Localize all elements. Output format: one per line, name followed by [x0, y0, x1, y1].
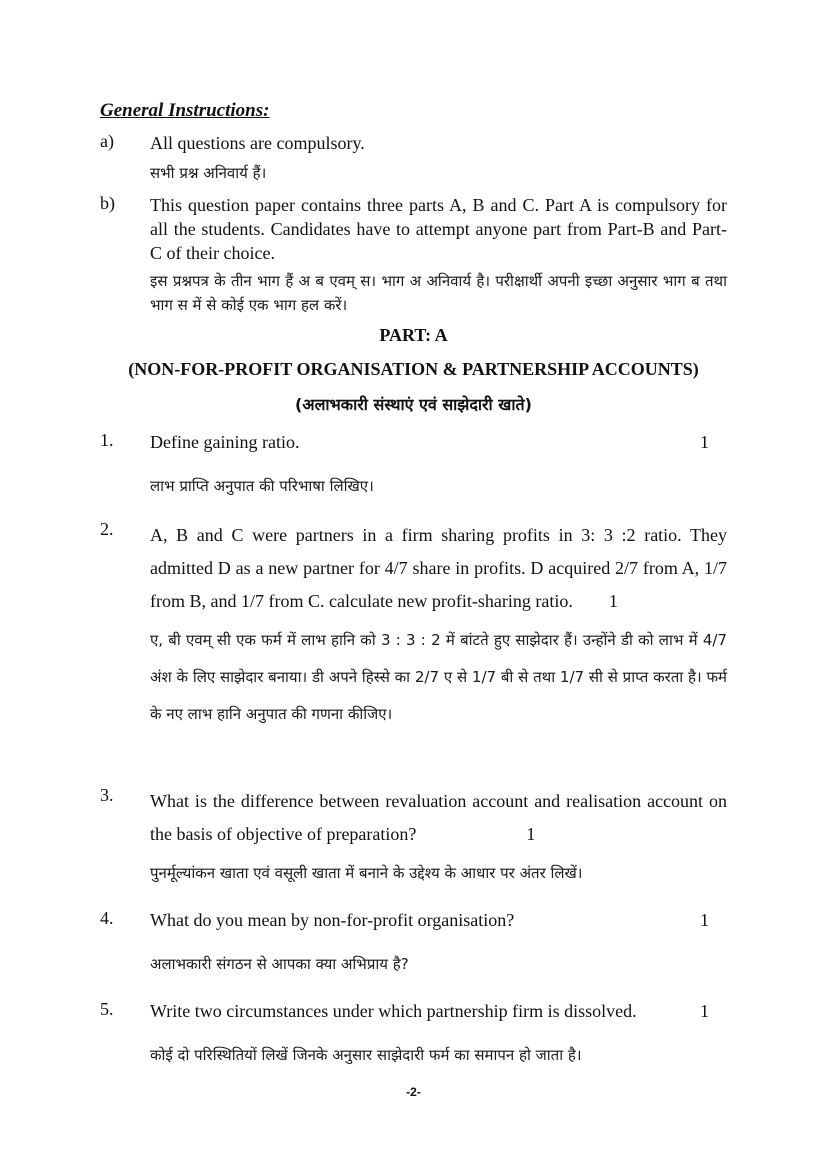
part-label: PART: A [379, 325, 448, 345]
question-text-en: Write two circumstances under which partnership firm is dissolved. [150, 1001, 637, 1021]
question-text-en: Define gaining ratio. [150, 432, 300, 452]
instruction-item [100, 131, 727, 185]
question-item [100, 430, 727, 498]
marks: 1 [700, 910, 709, 930]
marks: 1 [608, 591, 618, 611]
marks: 1 [526, 824, 536, 844]
marks: 1 [700, 1001, 709, 1021]
question-text-hi: अलाभकारी संगठन से आपका क्या अभिप्राय है? [150, 955, 409, 973]
question-item [100, 785, 727, 885]
question-number: 2. [100, 519, 114, 539]
question-text-hi: ए, बी एवम् सी एक फर्म में लाभ हानि को 3 : 3 : 2 में बांटते हुए साझेदार हैं। उन्होंने डी को लाभ में 4/7 अंश के लिए साझेदार बनाया। डी अपने हिस्से का 2/7 ए से 1/7 बी से तथा 1/7 सी से प्राप्त करता है। फर्म के नए लाभ हानि अनुपात की गणना कीजिए। [150, 631, 727, 723]
question-text-hi: पुनर्मूल्यांकन खाता एवं वसूली खाता में बनाने के उद्देश्य के आधार पर अंतर लिखें। [150, 864, 583, 882]
instruction-text-en: All questions are compulsory. [150, 133, 365, 153]
question-text-en: A, B and C were partners in a firm sharing profits in 3: 3 :2 ratio. They admitted D as a new partner for 4/7 share in profits. D acquired 2/7 from A, 1/7 from B, and 1/7 from C. calculate new profit-sharing ratio. [150, 525, 727, 611]
page-number: -2- [406, 1085, 421, 1099]
question-text-hi: कोई दो परिस्थितियों लिखें जिनके अनुसार साझेदारी फर्म का समापन हो जाता है। [150, 1046, 582, 1064]
question-number: 4. [100, 908, 114, 928]
question-item [100, 999, 727, 1067]
question-item [100, 908, 727, 976]
question-number: 3. [100, 785, 114, 805]
question-text-en: What is the difference between revaluation account and realisation account on the basis of objective of preparation? [150, 791, 727, 844]
question-text-hi: लाभ प्राप्ति अनुपात की परिभाषा लिखिए। [150, 477, 374, 495]
instruction-text-hi: इस प्रश्नपत्र के तीन भाग हैं अ ब एवम् स। भाग अ अनिवार्य है। परीक्षार्थी अपनी इच्छा अनुसार भाग ब तथा भाग स में से कोई एक भाग हल करें। [150, 272, 727, 314]
question-item [100, 519, 727, 733]
instruction-text-en: This question paper contains three parts A, B and C. Part A is compulsory for all the students. Candidates have to attempt anyone part from Part-B and Part- C of their choice. [150, 195, 727, 263]
question-number: 5. [100, 999, 114, 1019]
part-title: (NON-FOR-PROFIT ORGANISATION & PARTNERSHIP ACCOUNTS) [128, 359, 699, 379]
part-title-hindi: (अलाभकारी संस्थाएं एवं साझेदारी खाते) [295, 395, 532, 414]
instructions-heading: General Instructions: [100, 100, 270, 121]
question-number: 1. [100, 430, 114, 450]
instruction-text-hi: सभी प्रश्न अनिवार्य हैं। [150, 164, 267, 182]
instruction-label: a) [100, 131, 114, 151]
instruction-label: b) [100, 193, 115, 213]
marks: 1 [700, 432, 709, 452]
question-text-en: What do you mean by non-for-profit organisation? [150, 910, 515, 930]
instruction-item [100, 193, 727, 317]
